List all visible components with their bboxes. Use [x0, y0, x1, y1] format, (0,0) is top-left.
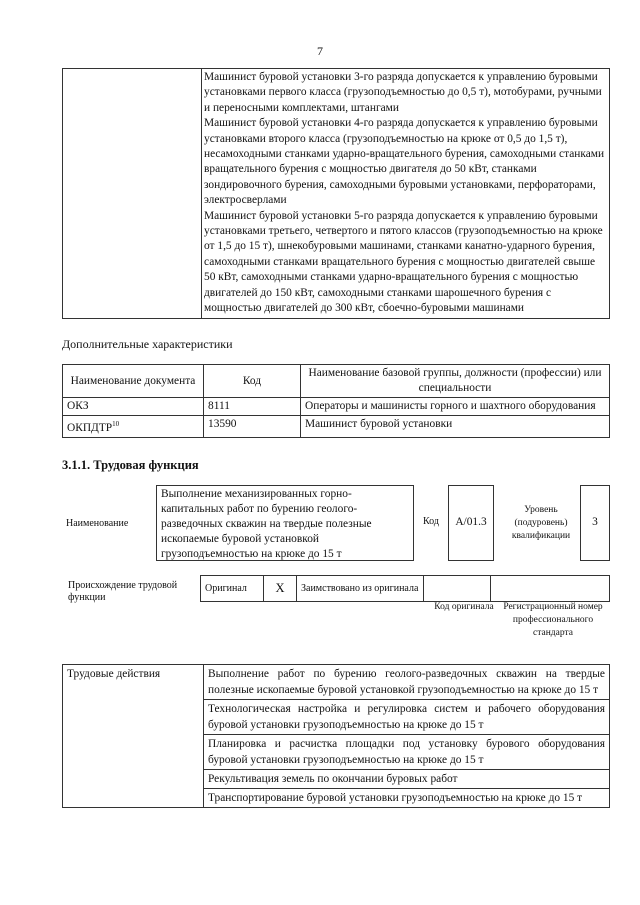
qualification-level-label: Уровень (подуровень) квалификации	[511, 505, 571, 541]
header-group-name: Наименование базовой группы, должности (профессии) или специальности	[301, 365, 610, 398]
additional-characteristics-table	[62, 364, 610, 438]
labour-action-item: Технологическая настройка и регулировка систем и рабочего оборудования буровой установки грузоподъемностью на крюке до 15 т	[204, 700, 610, 735]
qualification-text-cell	[202, 69, 610, 319]
labour-actions-label: Трудовые действия	[63, 665, 204, 808]
table-row	[63, 665, 610, 700]
function-code-label: Код	[423, 516, 439, 527]
function-name-value: Выполнение механизированных горно-капитальных работ по бурению геолого-разведочных скважин на твердые полезные ископаемые буровой установкой грузоподъемностью на крюке до 15 т	[156, 485, 414, 561]
grade-3-paragraph: Машинист буровой установки 3-го разряда допускается к управлению буровыми установками первого класса (грузоподъемностью до 0,5 т), мотобурами, ручными и переносными комплектами, штангами	[204, 71, 602, 114]
table-row	[63, 416, 610, 438]
doc-name: ОКЗ	[67, 400, 89, 412]
grade-4-paragraph: Машинист буровой установки 4-го разряда допускается к управлению буровыми установками второго класса (грузоподъемностью на крюке от 0,5 до 1,5 т), несамоходными станками ударно-вращательного бурения, самоходными станками вращательного бурения с мощностью двигателя до 50 кВт, станками зондировочного бурения, самоходными буровыми установками, перфораторами, электросверлами	[204, 117, 605, 207]
registration-number-cell	[491, 576, 610, 602]
original-label: Оригинал	[201, 576, 264, 602]
code-cell: 8111	[204, 398, 301, 416]
labour-action-item: Транспортирование буровой установки грузоподъемностью на крюке до 15 т	[204, 789, 610, 808]
labour-function-title: 3.1.1. Трудовая функция	[62, 458, 199, 472]
registration-number-caption: Регистрационный номер профессионального стандарта	[503, 602, 603, 638]
table-row	[63, 398, 610, 416]
function-origin-table	[200, 575, 610, 602]
doc-cell	[63, 398, 204, 416]
labour-action-item: Рекультивация земель по окончании буровых работ	[204, 770, 610, 789]
original-code-cell	[424, 576, 491, 602]
empty-label-cell	[63, 69, 202, 319]
original-mark: X	[264, 576, 297, 602]
page-number: 7	[317, 44, 323, 58]
code-cell: 13590	[204, 416, 301, 438]
doc-name: ОКПДТР	[67, 421, 113, 434]
labour-action-item: Планировка и расчистка площадки под установку бурового оборудования буровой установки грузоподъемностью на крюке до 15 т	[204, 735, 610, 770]
function-origin-label: Происхождение трудовой функции	[68, 580, 178, 603]
function-name-label: Наименование	[66, 518, 129, 529]
header-code: Код	[204, 365, 301, 398]
header-document: Наименование документа	[63, 365, 204, 398]
qualification-level-value: 3	[580, 485, 610, 561]
function-code-value: A/01.3	[448, 485, 494, 561]
labour-action-item: Выполнение работ по бурению геолого-разведочных скважин на твердые полезные ископаемые буровой установкой грузоподъемностью на крюке до 15 т	[204, 665, 610, 700]
grade-5-paragraph: Машинист буровой установки 5-го разряда допускается к управлению буровыми установками третьего, четвертого и пятого классов (грузоподъемностью на крюке от 1,5 до 15 т), шнекобуровыми машинами, станками канатно-ударного бурения, самоходными станками вращательного бурения с мощностью двигателей свыше 50 кВт, самоходными станками ударно-вращательного бурения с мощностью двигателей до 150 кВт, самоходными станками шарошечного бурения с мощностью двигателей до 300 кВт, сбоечно-буровыми машинами	[204, 209, 603, 315]
doc-cell	[63, 416, 204, 438]
borrowed-label: Заимствовано из оригинала	[297, 576, 424, 602]
labour-actions-table	[62, 664, 610, 808]
group-name-cell: Операторы и машинисты горного и шахтного оборудования	[301, 398, 610, 416]
footnote-ref: 10	[112, 420, 120, 428]
qualification-continuation-table	[62, 68, 610, 319]
additional-characteristics-title: Дополнительные характеристики	[62, 337, 233, 351]
original-code-caption: Код оригинала	[434, 602, 494, 612]
group-name-cell: Машинист буровой установки	[301, 416, 610, 438]
